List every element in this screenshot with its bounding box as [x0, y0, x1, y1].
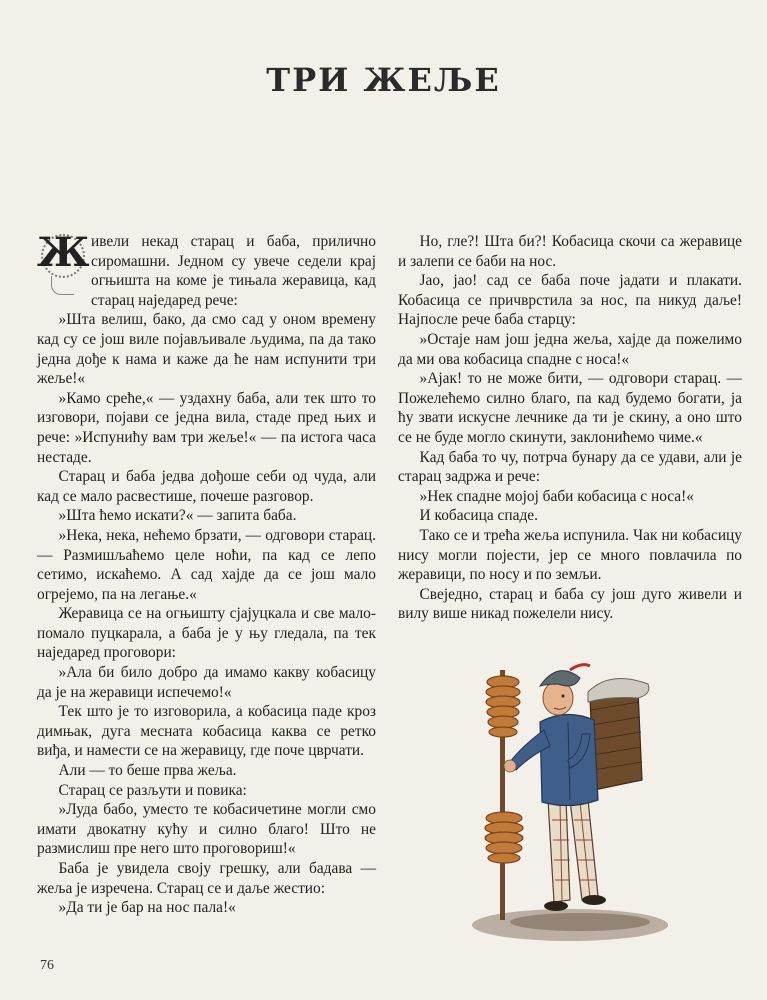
paragraph-text: ивели некад старац и баба, прилично сиромашни. Једном су увече седели крај огњишта на коме је тињала жеравица, кад старац наједаред рече: [91, 233, 376, 309]
paragraph: »Ала би било добро да имамо какву кобасицу да је на жеравици испечемо!« [37, 664, 376, 701]
paragraph: Баба је увидела своју грешку, али бадава — жеља је изречена. Старац се и даље жестио: [37, 860, 376, 897]
paragraph: »Луда бабо, уместо те кобасичетине могли смо имати двокатну кућу и силно благо! Што не размислиш пре него што проговориш!« [37, 801, 376, 858]
left-column [37, 229, 376, 918]
story-title: ТРИ ЖЕЉЕ [266, 61, 501, 100]
paragraph: Тек што је то изговорила, а кобасица паде кроз димњак, дуга месната кобасица каква се ретко виђа, и намести се на жеравицу, где поче цврчати. [37, 703, 376, 760]
sausage-seller-illustration [470, 650, 670, 942]
paragraph: Свеједно, старац и баба су још дуго живели и вилу више никад пожелели нису. [398, 585, 742, 623]
paragraph: »Шта ћемо искати?« — запита баба. [58, 507, 297, 525]
paragraph: Али — то беше прва жеља. [58, 762, 237, 780]
drop-cap-flourish-icon [51, 276, 74, 295]
paragraph: »Нека, нека, нећемо брзати, — одговори старац. — Размишљаћемо целе ноћи, па кад се лепо сетимо, искаћемо. А сад хајде да се још мало огрејемо, па на легање.« [37, 526, 376, 603]
paragraph: »Нек спадне мојој баби кобасица с носа!« [419, 487, 694, 505]
drop-cap-letter: Ж [37, 229, 90, 276]
paragraph: Но, гле?! Шта би?! Кобасица скочи са жеравице и залепи се баби на нос. [398, 233, 742, 270]
paragraph: »Шта велиш, бако, да смо сад у оном времену кад су се још виле појављивале људима, па да тако једна дође к нама и каже да ће нам испунити три жеље!« [37, 311, 376, 388]
paragraph [37, 229, 376, 310]
paragraph: »Остаје нам још једна жеља, хајде да пожелимо да ми ова кобасица спадне с носа!« [398, 330, 742, 368]
paragraph: Кад баба то чу, потрча бунару да се удави, али је старац задржа и рече: [398, 448, 742, 486]
paragraph: И кобасица спаде. [419, 507, 538, 525]
right-column [398, 232, 742, 624]
paragraph: »Да ти је бар на нос пала!« [58, 899, 236, 917]
page-number: 76 [40, 958, 54, 973]
paragraph: Јао, јао! сад се баба поче јадати и плакати. Кобасица се причврстила за нос, па никуд даље! Најпосле рече баба старцу: [398, 272, 742, 329]
paragraph: »Камо среће,« — уздахну баба, али тек што то изговори, појави се једна вила, стаде пред њих и рече: »Испунићу вам три жеље!« — па истога часа нестаде. [37, 389, 376, 466]
paragraph: Тако се и трећа жеља испунила. Чак ни кобасицу нису могли појести, јер се много повлачила по жеравици, по носу и по земљи. [398, 526, 742, 584]
paragraph: Жеравица се на огњишту сјајуцкала и све мало-помало пуцкарала, а баба је у њу гледала, па тек наједаред проговори: [37, 605, 376, 662]
paragraph: »Ајак! то не може бити, — одговори старац. — Пожелећемо силно благо, па кад будемо богати, ја ћу звати искусне лечнике да ти је скину, а оно што се не буде могло скинути, заклонићемо чиме.« [398, 370, 742, 446]
paragraph: Старац и баба једва дођоше себи од чуда, али кад се мало расвестише, почеше разговор. [37, 468, 376, 505]
drop-cap [37, 229, 90, 298]
paragraph: Старац се разљути и повика: [58, 781, 247, 799]
